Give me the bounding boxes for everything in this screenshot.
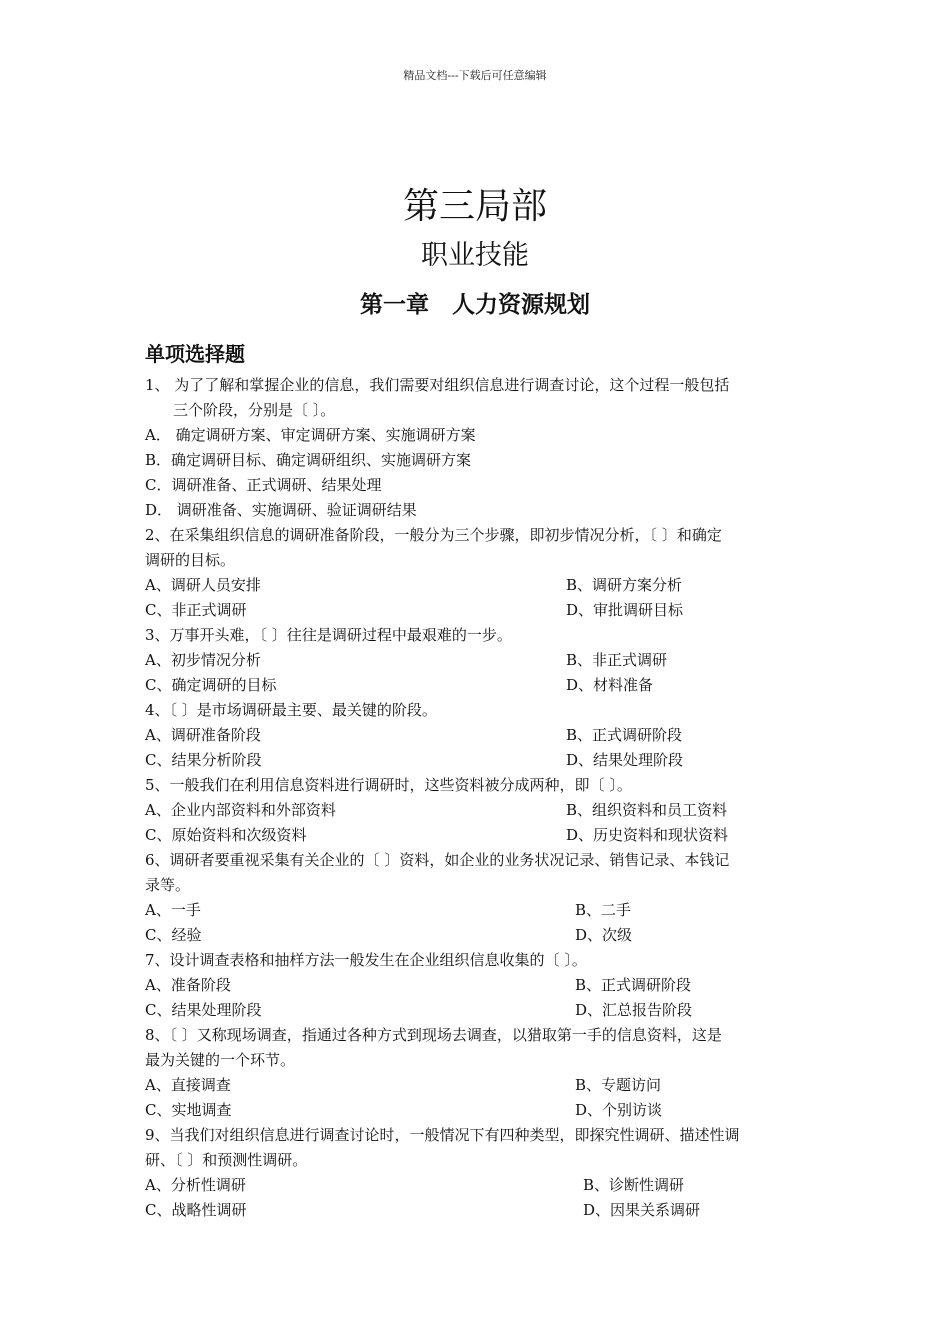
chapter-title: 第一章 人力资源规划 [360,292,590,318]
question-stem: 3、万事开头难，〔 〕往往是调研过程中最艰难的一步。 [145,626,512,644]
question-stem-cont: 三个阶段，分别是〔 〕。 [173,401,336,419]
question-8 [145,1023,810,1123]
option-d: D、因果关系调研 [583,1201,701,1219]
option-row [145,998,810,1023]
option-c: C、结果处理阶段 [145,1001,262,1019]
option-a: A、直接调查 [145,1076,231,1094]
question-stem: 1、 为了了解和掌握企业的信息，我们需要对组织信息进行调查讨论，这个过程一般包括 [145,376,730,394]
option-row [145,1198,810,1223]
option-b: B、二手 [575,901,632,919]
option-d: D、材料准备 [566,676,654,694]
option-d: D、历史资料和现状资料 [566,826,729,844]
question-6 [145,848,810,948]
question-stem: 2、在采集组织信息的调研准备阶段，一般分为三个步骤，即初步情况分析，〔 〕和确定 [145,526,722,544]
option-a: A、分析性调研 [145,1176,246,1194]
option-d: D、审批调研目标 [566,601,684,619]
option-b: B、组织资料和员工资料 [566,801,728,819]
option-c: C、确定调研的目标 [145,676,277,694]
option-row [145,573,810,598]
question-stem: 7、设计调查表格和抽样方法一般发生在企业组织信息收集的〔 〕。 [145,951,587,969]
option-c: C、原始资料和次级资料 [145,826,307,844]
option-row [145,898,810,923]
question-1 [145,373,810,523]
option-c: C、实地调查 [145,1101,232,1119]
option-d: D、汇总报告阶段 [575,1001,693,1019]
option-c: C、非正式调研 [145,601,247,619]
part-subtitle: 职业技能 [421,240,529,271]
option-row [145,723,810,748]
section-heading: 单项选择题 [145,342,245,366]
option-b: B、调研方案分析 [566,576,683,594]
option-d: D、个别访谈 [575,1101,663,1119]
option-row [145,1173,810,1198]
option-b: B．确定调研目标、确定调研组织、实施调研方案 [145,451,472,469]
option-c: C、经验 [145,926,202,944]
option-row [145,648,810,673]
option-b: B、专题访问 [575,1076,662,1094]
question-2 [145,523,810,623]
option-a: A、初步情况分析 [145,651,261,669]
question-4 [145,698,810,773]
option-d: D、结果处理阶段 [566,751,684,769]
option-b: B、非正式调研 [566,651,668,669]
question-stem: 5、一般我们在利用信息资料进行调研时，这些资料被分成两种，即〔 〕。 [145,776,632,794]
option-b: B、诊断性调研 [583,1176,685,1194]
question-stem-cont: 研、〔 〕和预测性调研。 [145,1151,308,1169]
option-b: B、正式调研阶段 [575,976,692,994]
option-c: C、结果分析阶段 [145,751,262,769]
option-row [145,973,810,998]
question-stem: 9、当我们对组织信息进行调查讨论时，一般情况下有四种类型，即探究性调研、描述性调 [145,1126,740,1144]
page-header: 精品文档---下载后可任意编辑 [403,69,547,82]
question-stem-cont: 调研的目标。 [145,551,236,569]
question-stem: 4、〔 〕是市场调研最主要、最关键的阶段。 [145,701,437,719]
option-row [145,923,810,948]
option-row [145,673,810,698]
question-stem: 8、〔 〕又称现场调查，指通过各种方式到现场去调查，以猎取第一手的信息资料，这是 [145,1026,722,1044]
option-a: A． 确定调研方案、审定调研方案、实施调研方案 [145,426,476,444]
option-d: D． 调研准备、实施调研、验证调研结果 [145,501,417,519]
question-9 [145,1123,810,1223]
option-c: C、战略性调研 [145,1201,247,1219]
option-a: A、准备阶段 [145,976,231,994]
question-5 [145,773,810,848]
question-7 [145,948,810,1023]
question-stem-cont: 最为关键的一个环节。 [145,1051,296,1069]
option-row [145,823,810,848]
option-row [145,598,810,623]
question-3 [145,623,810,698]
question-stem: 6、调研者要重视采集有关企业的〔 〕资料，如企业的业务状况记录、销售记录、本钱记 [145,851,730,869]
part-title: 第三局部 [402,186,547,227]
option-c: C．调研准备、正式调研、结果处理 [145,476,382,494]
option-a: A、一手 [145,901,201,919]
option-row [145,1073,810,1098]
option-b: B、正式调研阶段 [566,726,683,744]
question-list [145,373,810,1223]
option-row [145,748,810,773]
option-row [145,1098,810,1123]
option-a: A、调研准备阶段 [145,726,261,744]
question-stem-cont: 录等。 [145,876,191,894]
option-d: D、次级 [575,926,633,944]
option-a: A、企业内部资料和外部资料 [145,801,336,819]
option-a: A、调研人员安排 [145,576,261,594]
option-row [145,798,810,823]
